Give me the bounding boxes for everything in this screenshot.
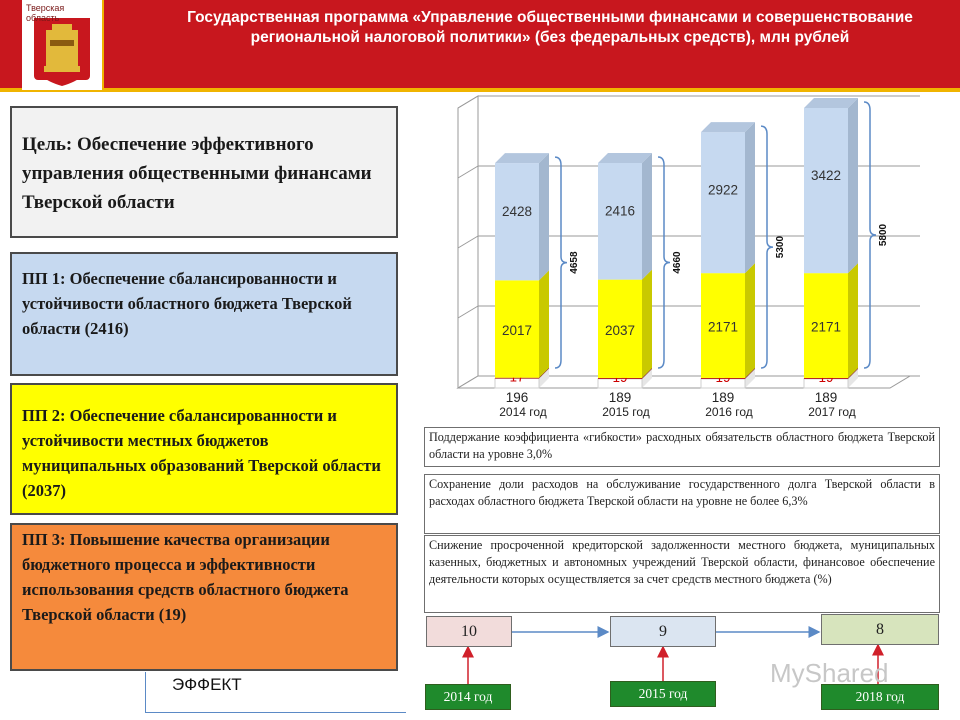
subprogram-2-box: ПП 2: Обеспечение сбалансированности и устойчивости местных бюджетов муниципальных образований Тверской области (2037) (10, 383, 398, 515)
target-year-1: 2014 год (425, 684, 511, 710)
total-brace (864, 102, 876, 368)
data-label: 2922 (707, 182, 739, 198)
target-year-2: 2015 год (610, 681, 716, 707)
total-brace (658, 157, 670, 368)
x-tick-label: 2017 год (808, 405, 856, 419)
total-brace (555, 157, 567, 368)
bar-segment (598, 163, 642, 280)
data-label: 2171 (707, 319, 739, 335)
data-label: 3422 (810, 168, 842, 184)
total-label: 4660 (672, 251, 683, 274)
subprogram-1-box: ПП 1: Обеспечение сбалансированности и устойчивости областного бюджета Тверской области (2416) (10, 252, 398, 376)
effect-label: ЭФФЕКТ (172, 675, 242, 694)
x-tick-label: 2016 год (705, 405, 753, 419)
total-label: 5800 (878, 223, 889, 247)
target-value-1: 10 (426, 616, 512, 647)
goal-box: Цель: Обеспечение эффективного управления общественными финансами Тверской области (10, 106, 398, 238)
data-label: 2416 (604, 203, 636, 219)
data-label: 189 (814, 390, 838, 405)
bar-side (848, 263, 858, 378)
total-label: 4658 (569, 251, 580, 274)
target-value-2: 9 (610, 616, 716, 647)
data-label: 189 (711, 390, 735, 405)
x-tick-label: 2015 год (602, 405, 650, 419)
indicator-1: Поддержание коэффициента «гибкости» расходных обязательств областного бюджета Тверской области на уровне 3,0% (424, 427, 940, 467)
target-year-3: 2018 год (821, 684, 939, 710)
bar-side (539, 270, 549, 377)
data-label: 196 (505, 390, 529, 405)
bar-side (745, 122, 755, 273)
bar-segment (701, 132, 745, 273)
emblem-caption: Тверская область (26, 3, 65, 23)
total-label: 5300 (775, 235, 786, 259)
bar-segment (804, 108, 848, 273)
bar-side (642, 153, 652, 280)
watermark: MyShared (770, 658, 889, 688)
bar-side (642, 270, 652, 378)
data-label: 2037 (604, 322, 636, 338)
bar-side (745, 263, 755, 378)
data-label: 2428 (501, 204, 533, 220)
data-label: 2171 (810, 319, 842, 335)
target-value-3: 8 (821, 614, 939, 645)
indicator-2: Сохранение доли расходов на обслуживание государственного долга Тверской области в расходах областного бюджета Тверской области на уровне не более 6,3% (424, 474, 940, 534)
bar-side (539, 153, 549, 280)
total-brace (761, 126, 773, 368)
data-label: 189 (608, 390, 632, 405)
x-tick-label: 2014 год (499, 405, 547, 419)
indicator-3: Снижение просроченной кредиторской задолженности местного бюджета, муниципальных казенных, бюджетных и автономных учреждений Тверской области, финансовое обеспечение деятельности которых осуществляется за счет средств местного бюджета (%) (424, 535, 940, 613)
data-label: 2017 (501, 323, 533, 339)
subprogram-3-box: ПП 3: Повышение качества организации бюджетного процесса и эффективности использования средств областного бюджета Тверской области (19) (10, 523, 398, 671)
stacked-bar-chart (420, 88, 960, 428)
page-title: Государственная программа «Управление общественными финансами и совершенствование региональной налоговой политики» (без федеральных средств), млн рублей (187, 9, 913, 46)
bar-segment (495, 163, 539, 280)
bar-side (848, 98, 858, 273)
